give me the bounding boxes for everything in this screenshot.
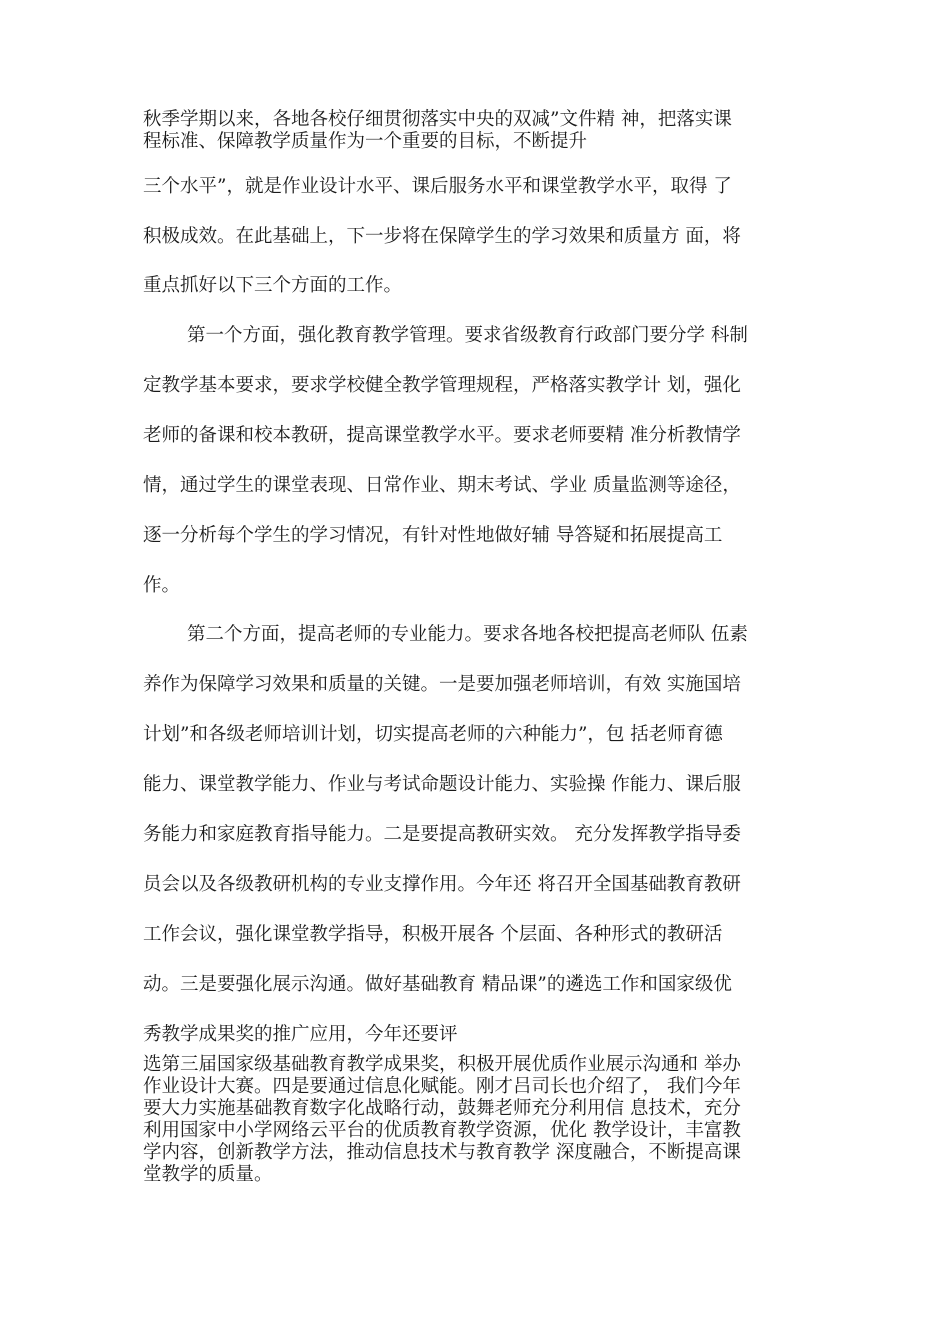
text-line: 务能力和家庭教育指导能力。二是要提高教研实效。 充分发挥教学指导委 <box>143 824 741 845</box>
text-line: 积极成效。在此基础上，下一步将在保障学生的学习效果和质量方 面，将 <box>143 226 741 247</box>
text-line: 堂教学的质量。 <box>143 1164 273 1185</box>
text-line: 第一个方面，强化教育教学管理。要求省级教育行政部门要分学 科制 <box>187 325 748 346</box>
text-line: 学内容，创新教学方法，推动信息技术与教育教学 深度融合，不断提高课 <box>143 1142 741 1163</box>
text-line: 计划”和各级老师培训计划，切实提高老师的六种能力”，包 括老师育德 <box>143 724 723 745</box>
text-line: 选第三届国家级基础教育教学成果奖，积极开展优质作业展示沟通和 举办 <box>143 1054 741 1075</box>
text-line: 第二个方面，提高老师的专业能力。要求各地各校把提高老师队 伍素 <box>187 624 748 645</box>
text-line: 要大力实施基础教育数字化战略行动，鼓舞老师充分利用信 息技术，充分 <box>143 1098 741 1119</box>
text-line: 情，通过学生的课堂表现、日常作业、期末考试、学业 质量监测等途径， <box>143 475 741 496</box>
text-line: 动。三是要强化展示沟通。做好基础教育 精品课”的遴选工作和国家级优 <box>143 974 732 995</box>
text-line: 养作为保障学习效果和质量的关键。一是要加强老师培训，有效 实施国培 <box>143 674 741 695</box>
text-line: 程标准、保障教学质量作为一个重要的目标，不断提升 <box>143 131 588 152</box>
text-line: 能力、课堂教学能力、作业与考试命题设计能力、实验操 作能力、课后服 <box>143 774 741 795</box>
text-line: 秀教学成果奖的推广应用，今年还要评 <box>143 1024 458 1045</box>
text-line: 工作会议，强化课堂教学指导，积极开展各 个层面、各种形式的教研活 <box>143 924 723 945</box>
text-line: 老师的备课和校本教研，提高课堂教学水平。要求老师要精 准分析教情学 <box>143 425 741 446</box>
text-line: 员会以及各级教研机构的专业支撑作用。今年还 将召开全国基础教育教研 <box>143 874 741 895</box>
text-line: 重点抓好以下三个方面的工作。 <box>143 275 403 296</box>
text-line: 三个水平”，就是作业设计水平、课后服务水平和课堂教学水平，取得 了 <box>143 176 732 197</box>
text-line: 作业设计大赛。四是要通过信息化赋能。刚才吕司长也介绍了， 我们今年 <box>143 1076 741 1097</box>
text-line: 秋季学期以来，各地各校仔细贯彻落实中央的双减”文件精 神，把落实课 <box>143 109 732 130</box>
text-line: 利用国家中小学网络云平台的优质教育教学资源，优化 教学设计，丰富教 <box>143 1120 741 1141</box>
text-line: 定教学基本要求，要求学校健全教学管理规程，严格落实教学计 划，强化 <box>143 375 741 396</box>
text-line: 作。 <box>143 575 181 596</box>
text-line: 逐一分析每个学生的学习情况，有针对性地做好辅 导答疑和拓展提高工 <box>143 525 723 546</box>
